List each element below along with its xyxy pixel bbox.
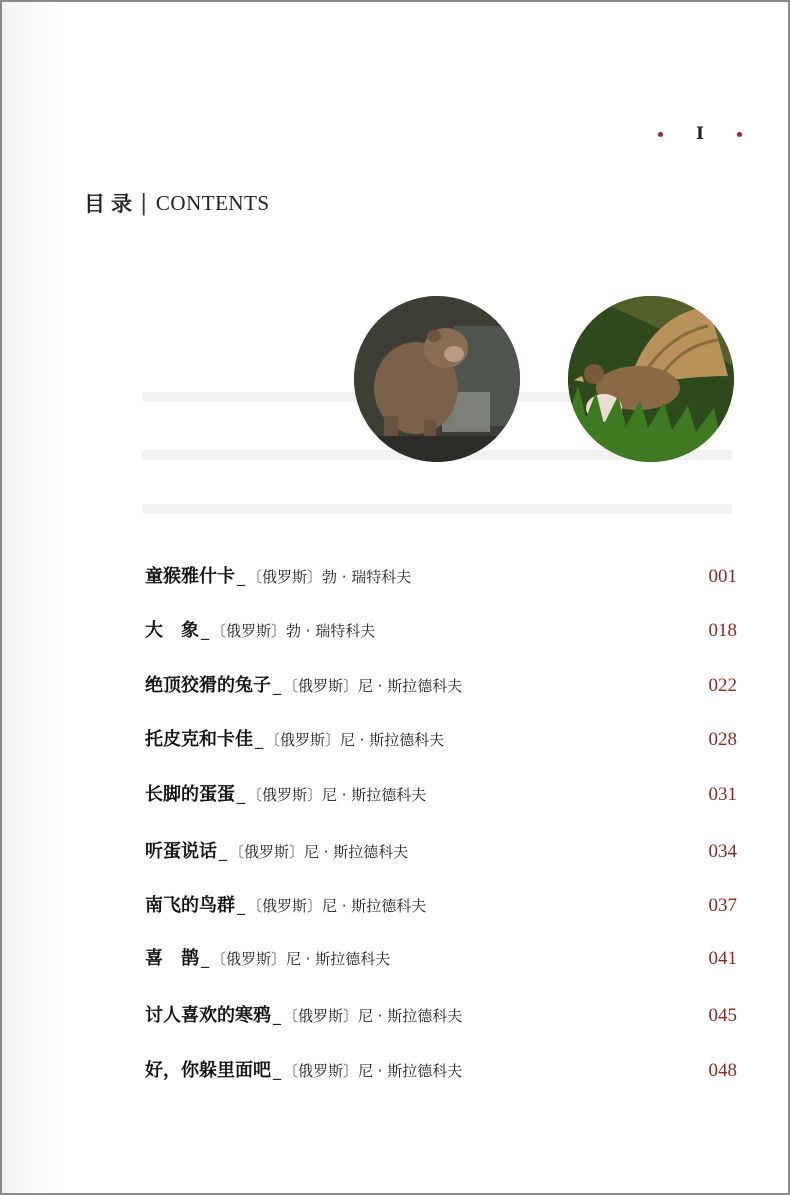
toc-entry[interactable]	[145, 944, 737, 974]
table-of-contents	[2, 2, 788, 1193]
heading-english: CONTENTS	[155, 190, 270, 215]
toc-entry-page: 031	[708, 784, 737, 805]
toc-entry-page: 045	[708, 1005, 737, 1026]
toc-entry-author: 〔俄罗斯〕尼 · 斯拉德科夫	[265, 731, 445, 749]
toc-entry[interactable]	[145, 671, 737, 701]
toc-entry-title: 听蛋说话	[145, 841, 217, 862]
toc-entry-author: 〔俄罗斯〕尼 · 斯拉德科夫	[247, 897, 427, 915]
toc-entry-page: 037	[708, 895, 737, 916]
toc-entry-page: 022	[708, 675, 737, 696]
toc-entry-separator: _	[237, 567, 245, 586]
toc-entry-separator: _	[255, 730, 263, 749]
toc-entry-title: 好，你躲里面吧	[145, 1060, 271, 1081]
toc-entry-title: 讨人喜欢的寒鸦	[145, 1005, 271, 1026]
toc-entry-page: 028	[708, 729, 737, 750]
heading-separator: |	[140, 190, 148, 216]
toc-entry-separator: _	[273, 1061, 281, 1080]
toc-entry-separator: _	[237, 785, 245, 804]
toc-entry-page: 034	[708, 841, 737, 862]
toc-entry-author: 〔俄罗斯〕勃 · 瑞特科夫	[247, 568, 412, 586]
toc-entry-title: 童猴雅什卡	[145, 566, 235, 587]
toc-entry-separator: _	[273, 676, 281, 695]
toc-entry-title: 长脚的蛋蛋	[145, 784, 235, 805]
toc-entry-page: 048	[708, 1060, 737, 1081]
toc-entry-author: 〔俄罗斯〕尼 · 斯拉德科夫	[283, 1062, 463, 1080]
toc-entry-author: 〔俄罗斯〕勃 · 瑞特科夫	[211, 622, 376, 640]
toc-entry[interactable]	[145, 891, 737, 921]
toc-entry-separator: _	[237, 896, 245, 915]
toc-entry-page: 018	[708, 620, 737, 641]
toc-entry[interactable]	[145, 780, 737, 810]
toc-entry-title: 喜 鹊	[145, 948, 199, 969]
toc-entry-author: 〔俄罗斯〕尼 · 斯拉德科夫	[283, 1007, 463, 1025]
toc-entry[interactable]	[145, 562, 737, 592]
toc-entry-separator: _	[273, 1006, 281, 1025]
toc-entry[interactable]	[145, 1056, 737, 1086]
toc-entry-page: 041	[708, 948, 737, 969]
toc-entry[interactable]	[145, 616, 737, 646]
toc-entry-separator: _	[201, 949, 209, 968]
toc-entry[interactable]	[145, 1001, 737, 1031]
toc-entry-author: 〔俄罗斯〕尼 · 斯拉德科夫	[247, 786, 427, 804]
heading-chinese: 目录	[84, 192, 138, 216]
toc-entry[interactable]	[145, 837, 737, 867]
toc-entry-separator: _	[219, 842, 227, 861]
toc-entry-title: 托皮克和卡佳	[145, 729, 253, 750]
toc-entry[interactable]	[145, 725, 737, 755]
toc-entry-author: 〔俄罗斯〕尼 · 斯拉德科夫	[229, 843, 409, 861]
toc-entry-author: 〔俄罗斯〕尼 · 斯拉德科夫	[283, 677, 463, 695]
toc-entry-page: 001	[708, 566, 737, 587]
toc-entry-title: 大 象	[145, 620, 199, 641]
folio-number: I	[696, 124, 704, 144]
toc-entry-separator: _	[201, 621, 209, 640]
toc-entry-title: 绝顶狡猾的兔子	[145, 675, 271, 696]
toc-entry-author: 〔俄罗斯〕尼 · 斯拉德科夫	[211, 950, 391, 968]
toc-entry-title: 南飞的鸟群	[145, 895, 235, 916]
